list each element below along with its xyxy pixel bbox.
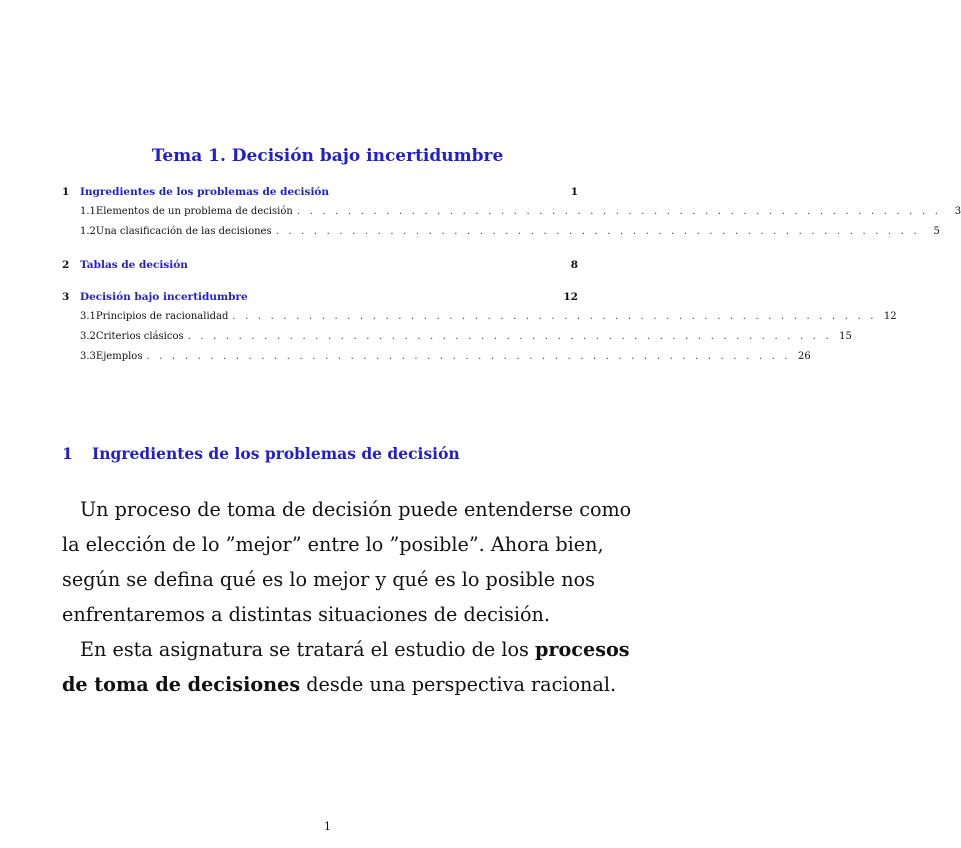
paragraph — [62, 632, 630, 702]
toc-entry-title: Elementos de un problema de decisión — [95, 206, 293, 217]
toc-entry[interactable] — [62, 311, 897, 322]
toc-entry-page: 15 — [839, 331, 852, 342]
toc-entry-number: 1.2 — [80, 226, 96, 237]
toc-entry-title: Principios de racionalidad — [95, 311, 229, 322]
paragraph-line: Un proceso de toma de decisión puede entenderse como — [80, 498, 632, 521]
toc-entry-page: 5 — [933, 226, 940, 237]
paragraph-line: según se defina qué es lo mejor y qué es lo posible nos — [62, 568, 596, 591]
toc-leader-dots: . . . . . . . . . . . . . . . . . . . . . . . . . . . . . . . . . . . . . . . . . . . . . . . . . . . — [146, 351, 791, 362]
toc-entry-page: 12 — [883, 311, 897, 322]
paragraph — [62, 492, 632, 632]
toc-entry[interactable] — [62, 291, 578, 303]
toc-entry-title: Decisión bajo incertidumbre — [80, 291, 248, 303]
toc-entry[interactable] — [62, 351, 811, 362]
toc-entry-number: 3.3 — [80, 351, 96, 362]
toc-entry[interactable] — [62, 186, 578, 198]
toc-entry[interactable] — [62, 206, 961, 217]
toc-leader-dots: . . . . . . . . . . . . . . . . . . . . . . . . . . . . . . . . . . . . . . . . . . . . . . . . . . . — [187, 331, 832, 342]
bold-phrase: de toma de decisiones — [62, 673, 301, 696]
toc-entry-number: 3.2 — [80, 331, 96, 342]
page-number: 1 — [324, 820, 331, 833]
paragraph-text: desde una perspectiva racional. — [300, 673, 617, 696]
section-heading — [62, 444, 460, 463]
bold-phrase: procesos — [534, 638, 630, 661]
paragraph-text: En esta asignatura se tratará el estudio de los — [80, 638, 535, 661]
toc-entry-title: Ingredientes de los problemas de decisión — [80, 186, 330, 198]
section-title: Ingredientes de los problemas de decisión — [92, 444, 460, 463]
toc-entry-page: 1 — [570, 186, 578, 198]
toc-entry-page: 3 — [954, 206, 961, 217]
paragraph-line: la elección de lo ”mejor” entre lo ”posible”. Ahora bien, — [62, 533, 604, 556]
toc-entry[interactable] — [62, 226, 940, 237]
toc-entry-title: Criterios clásicos — [95, 331, 184, 342]
document-title: Tema 1. Decisión bajo incertidumbre — [151, 146, 504, 166]
toc-entry[interactable] — [62, 259, 578, 271]
toc-entry-number: 3.1 — [80, 311, 96, 322]
toc-entry-number: 1 — [62, 186, 70, 198]
toc-leader-dots: . . . . . . . . . . . . . . . . . . . . . . . . . . . . . . . . . . . . . . . . . . . . . . . . . . . — [232, 311, 877, 322]
toc-entry-page: 26 — [797, 351, 811, 362]
paragraph-line — [62, 667, 617, 702]
toc-entry-title: Tablas de decisión — [80, 259, 188, 271]
toc-entry-title: Una clasificación de las decisiones — [95, 226, 272, 237]
toc-entry-number: 2 — [62, 259, 70, 271]
toc-entry[interactable] — [62, 331, 852, 342]
toc-entry-number: 1.1 — [80, 206, 96, 217]
toc-entry-number: 3 — [62, 291, 70, 303]
paragraph-line — [80, 632, 630, 667]
paragraph-line: enfrentaremos a distintas situaciones de decisión. — [62, 603, 551, 626]
toc-entry-page: 8 — [570, 259, 578, 271]
toc-entry-title: Ejemplos — [95, 351, 143, 362]
toc-leader-dots: . . . . . . . . . . . . . . . . . . . . . . . . . . . . . . . . . . . . . . . . . . . . . . . . . . . — [296, 206, 942, 217]
toc-entry-page: 12 — [563, 291, 578, 303]
toc-leader-dots: . . . . . . . . . . . . . . . . . . . . . . . . . . . . . . . . . . . . . . . . . . . . . . . . . . . — [275, 226, 920, 237]
section-number: 1 — [62, 444, 73, 463]
